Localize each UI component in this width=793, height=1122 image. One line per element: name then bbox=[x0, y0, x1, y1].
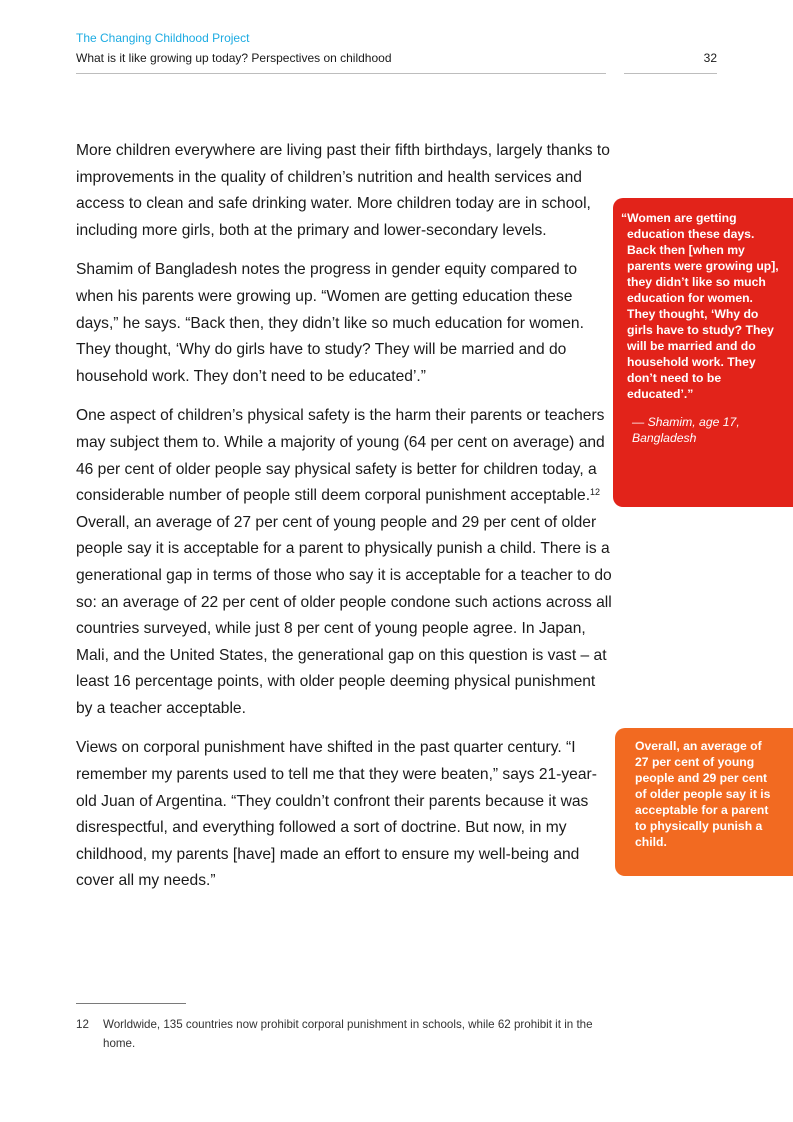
footnote-number: 12 bbox=[76, 1018, 89, 1031]
footnote-text: Worldwide, 135 countries now prohibit corporal punishment in schools, while 62 prohibit it in the home. bbox=[103, 1018, 593, 1050]
pullquote-box bbox=[613, 198, 793, 507]
header-project-title: The Changing Childhood Project bbox=[76, 31, 250, 45]
page-number: 32 bbox=[703, 51, 717, 65]
header-divider bbox=[76, 73, 606, 74]
header-subtitle: What is it like growing up today? Perspectives on childhood bbox=[76, 51, 392, 65]
body-paragraph-3-part-2: Overall, an average of 27 per cent of young people and 29 per cent of older people say it is acceptable for a parent to physically punish a child. There is a generational gap in terms of those who say it is acceptable for a teacher to do so: an average of 22 per cent of older people condone such actions across all countries surveyed, while just 8 per cent of young people agree. In Japan, Mali, and the United States, the generational gap on this question is vast – at least 16 percentage points, with older people deeming physical punishment by a teacher acceptable. bbox=[76, 513, 612, 717]
body-paragraph-3 bbox=[76, 403, 612, 722]
footnote-reference[interactable]: 12 bbox=[590, 487, 601, 498]
footnote-divider bbox=[76, 1003, 186, 1004]
stat-callout-box bbox=[615, 728, 793, 876]
header-divider-side bbox=[624, 73, 717, 74]
body-text bbox=[76, 138, 612, 895]
pullquote-open-mark: “ bbox=[621, 211, 628, 225]
body-paragraph-2: Shamim of Bangladesh notes the progress in gender equity compared to when his parents were growing up. “Women are getting education these days,” he says. “Back then, they didn’t like so much education for women. They thought, ‘Why do girls have to study? They will be married and do household work. They don’t need to be educated’.” bbox=[76, 261, 584, 385]
pullquote-text bbox=[621, 210, 779, 402]
footnote bbox=[76, 1015, 606, 1053]
pullquote-body: Women are getting education these days. Back then [when my parents were growing up], they didn’t like so much education for women. They thought, ‘Why do girls have to study? They will be married and do household work. They don’t need to be educated’.” bbox=[627, 211, 779, 401]
body-paragraph-3-part-1: One aspect of children’s physical safety is the harm their parents or teachers may subject them to. While a majority of young (64 per cent on average) and 46 per cent of older people say physical safety is better for children today, a considerable number of people still deem corporal punishment acceptable. bbox=[76, 407, 605, 505]
body-paragraph-4: Views on corporal punishment have shifted in the past quarter century. “I remember my parents used to tell me that they were beaten,” says 21-year-old Juan of Argentina. “They couldn’t confront their parents because it was disrespectful, and everything followed a sort of doctrine. But now, in my childhood, my parents [have] made an effort to ensure my well-being and cover all my needs.” bbox=[76, 739, 597, 890]
body-paragraph-1: More children everywhere are living past their fifth birthdays, largely thanks to improvements in the quality of children’s nutrition and health services and access to clean and safe drinking water. More children today are in school, including more girls, both at the primary and lower-secondary levels. bbox=[76, 142, 610, 239]
pullquote-attribution: — Shamim, age 17, Bangladesh bbox=[632, 415, 740, 445]
stat-callout-text: Overall, an average of 27 per cent of young people and 29 per cent of older people say it is acceptable for a parent to physically punish a child. bbox=[635, 739, 771, 849]
